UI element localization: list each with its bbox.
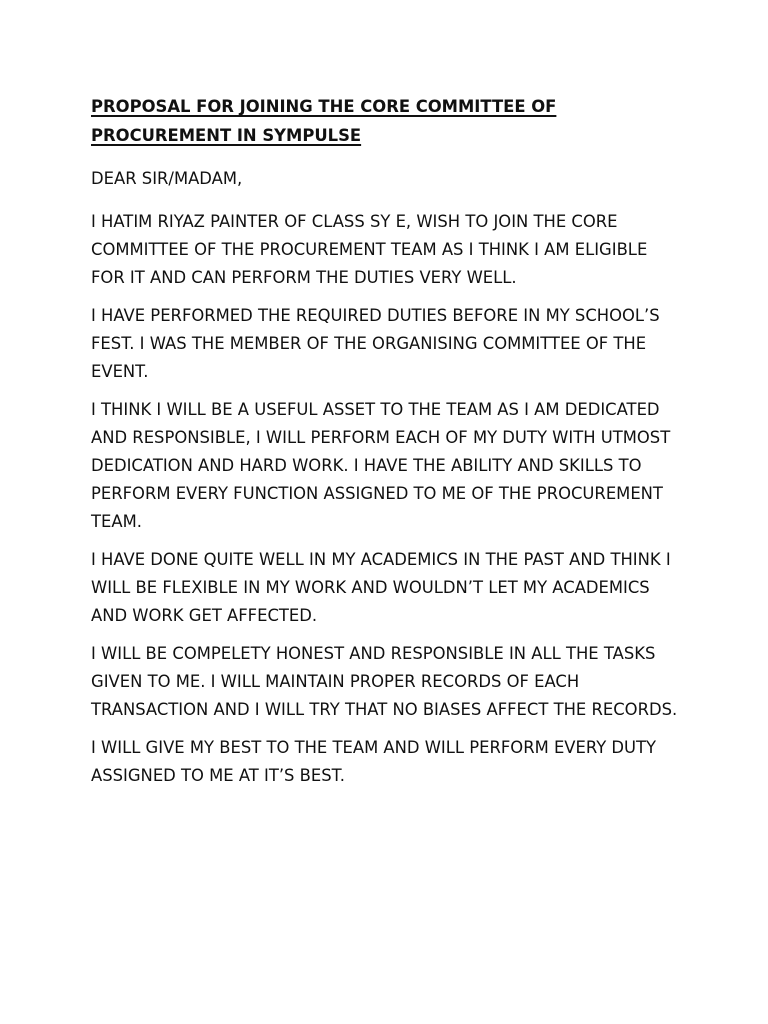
- paragraph-honesty: [91, 640, 691, 724]
- paragraph-line: AND WORK GET AFFECTED.: [91, 606, 318, 625]
- paragraph-line: I THINK I WILL BE A USEFUL ASSET TO THE TEAM AS I AM DEDICATED: [91, 400, 660, 419]
- title-line: PROPOSAL FOR JOINING THE CORE COMMITTEE OF: [91, 97, 557, 116]
- paragraph-dedication: [91, 396, 691, 536]
- paragraph-line: I WILL BE COMPELETY HONEST AND RESPONSIBLE IN ALL THE TASKS: [91, 644, 656, 663]
- paragraph-line: COMMITTEE OF THE PROCUREMENT TEAM AS I THINK I AM ELIGIBLE: [91, 240, 648, 259]
- paragraph-line: FOR IT AND CAN PERFORM THE DUTIES VERY WELL.: [91, 268, 517, 287]
- paragraph-line: AND RESPONSIBLE, I WILL PERFORM EACH OF MY DUTY WITH UTMOST: [91, 428, 671, 447]
- paragraph-line: WILL BE FLEXIBLE IN MY WORK AND WOULDN’T LET MY ACADEMICS: [91, 578, 650, 597]
- paragraph-experience: [91, 302, 691, 386]
- paragraph-line: EVENT.: [91, 362, 149, 381]
- document-title: [91, 92, 691, 150]
- paragraph-line: I WILL GIVE MY BEST TO THE TEAM AND WILL PERFORM EVERY DUTY: [91, 738, 657, 757]
- paragraph-line: TEAM.: [91, 512, 142, 531]
- paragraph-line: DEDICATION AND HARD WORK. I HAVE THE ABILITY AND SKILLS TO: [91, 456, 642, 475]
- paragraph-line: I HATIM RIYAZ PAINTER OF CLASS SY E, WISH TO JOIN THE CORE: [91, 212, 618, 231]
- paragraph-line: ASSIGNED TO ME AT IT’S BEST.: [91, 766, 345, 785]
- paragraph-closing: [91, 734, 691, 790]
- paragraph-academics: [91, 546, 691, 630]
- paragraph-line: PERFORM EVERY FUNCTION ASSIGNED TO ME OF THE PROCUREMENT: [91, 484, 663, 503]
- paragraph-line: I HAVE PERFORMED THE REQUIRED DUTIES BEFORE IN MY SCHOOL’S: [91, 306, 660, 325]
- greeting-line: DEAR SIR/MADAM,: [91, 169, 243, 188]
- paragraph-line: GIVEN TO ME. I WILL MAINTAIN PROPER RECORDS OF EACH: [91, 672, 580, 691]
- paragraph-eligibility: [91, 208, 691, 292]
- title-line: PROCUREMENT IN SYMPULSE: [91, 126, 362, 145]
- paragraph-line: I HAVE DONE QUITE WELL IN MY ACADEMICS IN THE PAST AND THINK I: [91, 550, 671, 569]
- document-body: [91, 92, 691, 800]
- paragraph-line: FEST. I WAS THE MEMBER OF THE ORGANISING COMMITTEE OF THE: [91, 334, 647, 353]
- greeting: [91, 165, 691, 193]
- paragraph-line: TRANSACTION AND I WILL TRY THAT NO BIASES AFFECT THE RECORDS.: [91, 700, 678, 719]
